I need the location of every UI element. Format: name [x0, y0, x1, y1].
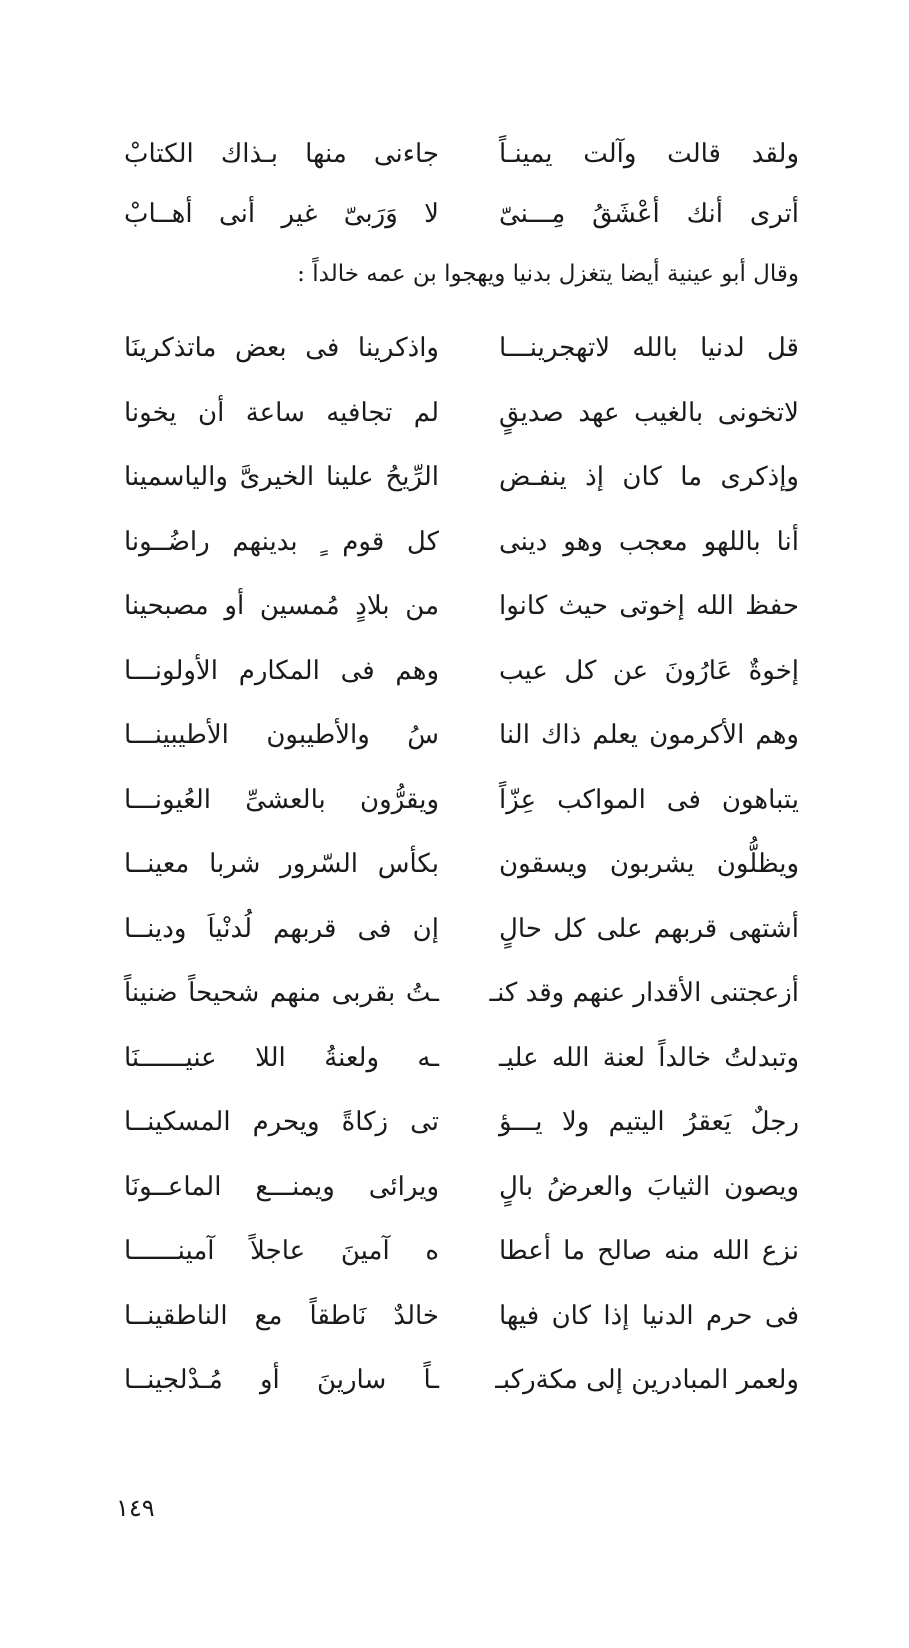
poem-verse-12-second: ـه ولعنةُ اللا عنيــــــنَا — [124, 1043, 439, 1073]
poem-verse-16-second: خالدٌ نَاطقاً مع الناطقينــا — [124, 1301, 439, 1331]
poem-verse-8-second: ويقرُّون بالعشىِّ العُيونـــا — [124, 785, 439, 815]
poem-verse-10-second: إن فى قربهم لُدنْياَ ودينــا — [124, 914, 439, 944]
poem-verse-17-second: ـاً سارينَ أو مُـدْلجينــا — [124, 1365, 439, 1395]
poem-verse-16-first: فى حرم الدنيا إذا كان فيها — [499, 1301, 799, 1331]
poem-verse-12-first: وتبدلتُ خالداً لعنة الله عليـ — [499, 1043, 799, 1073]
poem-verse-4-first: أنا باللهو معجب وهو دينى — [499, 527, 799, 557]
poem-verse-3-second: الرِّيحُ علينا الخيرىَّ والياسمينا — [124, 462, 439, 492]
poem-verse-6-second: وهم فى المكارم الأولونـــا — [124, 656, 439, 686]
poem-verse-9-first: ويظلُّون يشربون ويسقون — [499, 849, 799, 879]
poem-verse-8-first: يتباهون فى المواكب عِزّاً — [499, 785, 799, 815]
poem-verse-11-first: أزعجتنى الأقدار عنهم وقد كنـ — [489, 978, 799, 1008]
poem-verse-2-second: لم تجافيه ساعة أن يخونا — [124, 398, 439, 428]
poem-verse-15-second: ه آمينَ عاجلاً آمينــــــا — [124, 1236, 439, 1266]
poem-verse-6-first: إخوةٌ عَارُونَ عن كل عيب — [499, 656, 799, 686]
intro-verse-2-second: لا وَرَبىّ غير أنى أهــابْ — [124, 199, 439, 229]
poem-verse-2-first: لاتخونى بالغيب عهد صديقٍ — [499, 398, 799, 428]
poem-verse-15-first: نزع الله منه صالح ما أعطا — [499, 1236, 799, 1266]
poem-verse-5-second: من بلادٍ مُمسين أو مصبحينا — [124, 591, 439, 621]
poem-verse-13-second: تى زكاةً ويحرم المسكينــا — [124, 1107, 439, 1137]
page-number: ١٤٩ — [116, 1494, 155, 1522]
poem-verse-14-second: ويرائى ويمنـــع الماعــونَا — [124, 1172, 439, 1202]
prose-introduction: وقال أبو عينية أيضا يتغزل بدنيا ويهجوا بن عمه خالداً : — [297, 261, 799, 287]
poem-verse-10-first: أشتهى قربهم على كل حالٍ — [499, 914, 799, 944]
poem-verse-7-second: سُ والأطيبون الأطيبينـــا — [124, 720, 439, 750]
poem-verse-4-second: كل قوم ٍ بدينهم راضُــونا — [124, 527, 439, 557]
poem-verse-9-second: بكأس السّرور شربا معينــا — [124, 849, 439, 879]
poem-verse-1-first: قل لدنيا بالله لاتهجرينـــا — [499, 333, 799, 363]
poem-verse-11-second: ـتُ بقربى منهم شحيحاً ضنيناً — [124, 978, 439, 1008]
poem-verse-5-first: حفظ الله إخوتى حيث كانوا — [499, 591, 799, 621]
intro-verse-2-first: أترى أنك أعْشَقُ مِـــنىّ — [499, 199, 799, 229]
poem-verse-13-first: رجلٌ يَعقرُ اليتيم ولا يـــؤ — [499, 1107, 799, 1137]
poem-verse-1-second: واذكرينا فى بعض ماتذكرينَا — [124, 333, 439, 363]
poem-verse-7-first: وهم الأكرمون يعلم ذاك النا — [499, 720, 799, 750]
poem-verse-14-first: ويصون الثيابَ والعرضُ بالٍ — [499, 1172, 799, 1202]
poem-verse-17-first: ولعمر المبادرين إلى مكةركبـ — [495, 1365, 799, 1395]
intro-verse-1-second: جاءنى منها بـذاك الكتابْ — [124, 139, 439, 169]
intro-verse-1-first: ولقد قالت وآلت يمينـاً — [499, 139, 799, 169]
poem-verse-3-first: وإذكرى ما كان إذ ينفـض — [499, 462, 799, 492]
